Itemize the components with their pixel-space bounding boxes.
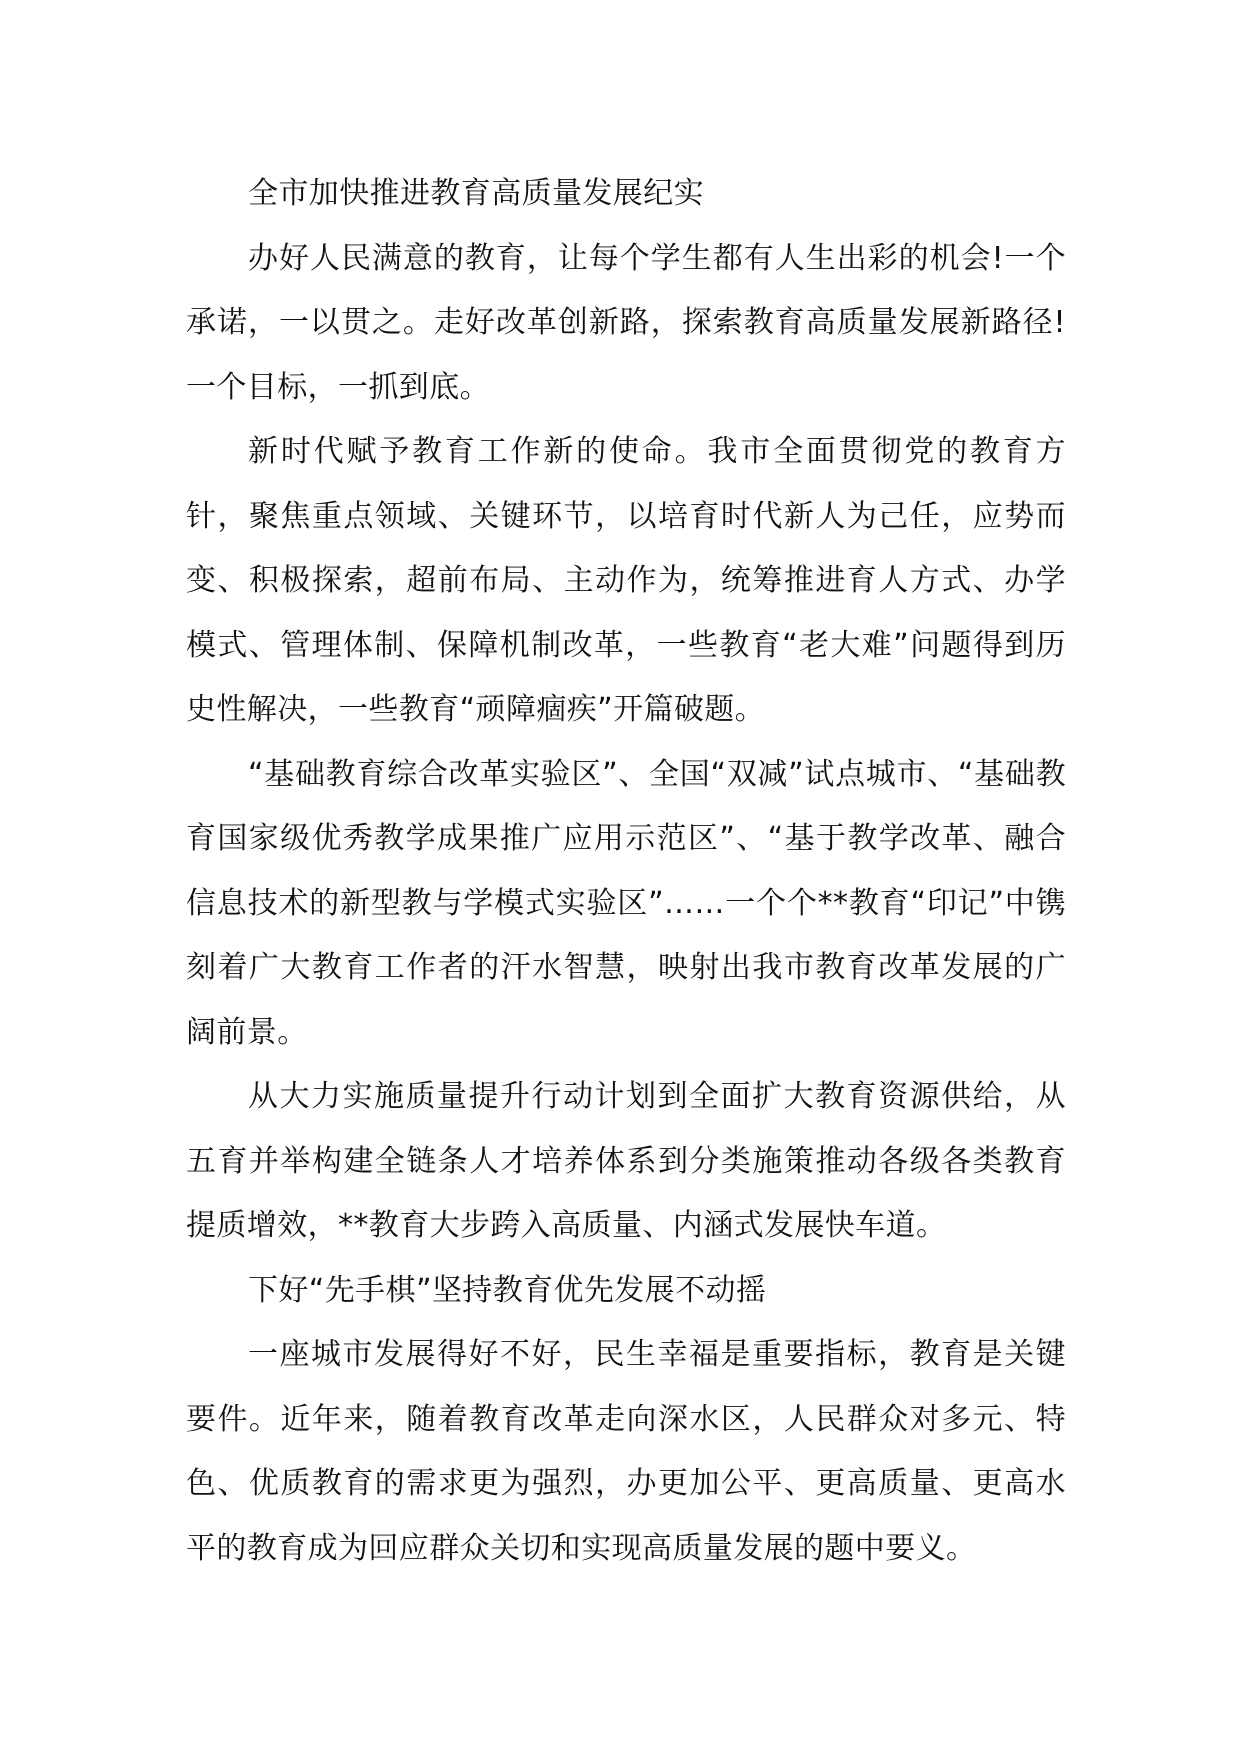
paragraph: 新时代赋予教育工作新的使命。我市全面贯彻党的教育方针，聚焦重点领域、关键环节，以培育时代新人为己任，应势而变、积极探索，超前布局、主动作为，统筹推进育人方式、办学模式、管理体制、保障机制改革，一些教育“老大难”问题得到历史性解决，一些教育“顽障痼疾”开篇破题。 — [186, 434, 1066, 727]
section-heading: 下好“先手棋”坚持教育优先发展不动摇 — [248, 1272, 767, 1308]
document-body — [186, 162, 1066, 1581]
paragraph: 从大力实施质量提升行动计划到全面扩大教育资源供给，从五育并举构建全链条人才培养体系到分类施策推动各级各类教育提质增效，**教育大步跨入高质量、内涵式发展快车道。 — [186, 1079, 1066, 1243]
paragraph: 办好人民满意的教育，让每个学生都有人生出彩的机会!一个承诺，一以贯之。走好改革创新路，探索教育高质量发展新路径!一个目标，一抓到底。 — [186, 240, 1066, 405]
document-title: 全市加快推进教育高质量发展纪实 — [248, 176, 704, 211]
paragraph: “基础教育综合改革实验区”、全国“双减”试点城市、“基础教育国家级优秀教学成果推广应用示范区”、“基于教学改革、融合信息技术的新型教与学模式实验区”……一个个**教育“印记”中镌刻着广大教育工作者的汗水智慧，映射出我市教育改革发展的广阔前景。 — [186, 756, 1066, 1050]
paragraph: 一座城市发展得好不好，民生幸福是重要指标，教育是关键要件。近年来，随着教育改革走向深水区，人民群众对多元、特色、优质教育的需求更为强烈，办更加公平、更高质量、更高水平的教育成为回应群众关切和实现高质量发展的题中要义。 — [186, 1337, 1066, 1566]
